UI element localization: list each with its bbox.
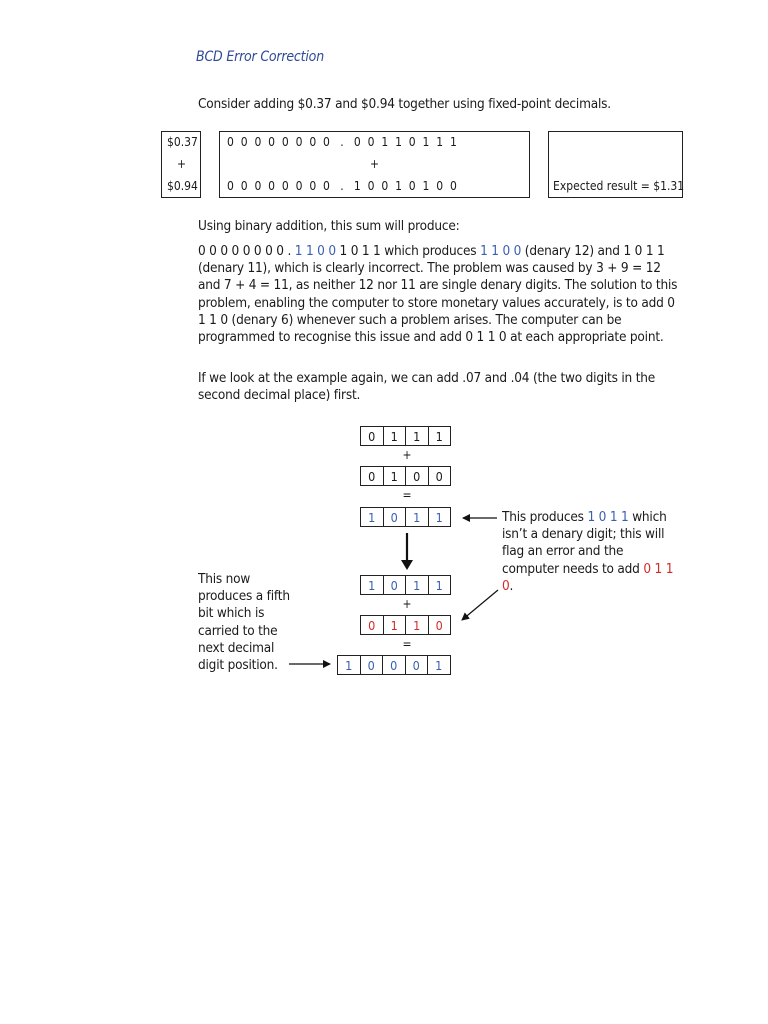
binary-row-1: 0 0 0 0 0 0 0 0 . 0 0 1 1 0 1 1 1: [227, 135, 457, 149]
bit-cell: 1: [405, 615, 429, 635]
bit-cell: 0: [428, 615, 452, 635]
binary-row-2: 0 0 0 0 0 0 0 0 . 1 0 0 1 0 1 0 0: [227, 179, 457, 193]
bit-cell: 1: [383, 466, 407, 486]
intro-text: Consider adding $0.37 and $0.94 together using fixed-point decimals.: [198, 96, 611, 112]
bit-cell: 0: [360, 615, 384, 635]
result-explanation: (denary 12) and 1 0 1 1 (denary 11), which is clearly incorrect. The problem was caused by 3 + 9 = 12 and 7 + 4 = 11, as neither 12 nor 11 are single denary digits. The solution to this problem, enabling the computer to store monetary values accurately, is to add 0 1 1 0 (denary 6) whenever such a problem arises. The computer can be programmed to recognise this issue and add 0 1 1 0 at each appropriate point.: [198, 243, 678, 346]
binary-plus: +: [370, 157, 380, 171]
amount-second: $0.94: [167, 179, 198, 193]
note-left: This now produces a fifth bit which is carried to the next decimal digit position.: [198, 571, 290, 674]
bits-blue-2: 1 1 0 0: [480, 243, 522, 259]
bit-cell: 1: [360, 575, 384, 595]
bits-rest: 1 0 1 1 which produces: [335, 243, 481, 259]
bits-prefix: 0 0 0 0 0 0 0 0 .: [198, 243, 295, 259]
bit-cell: 1: [360, 507, 384, 527]
note-right-blue: 1 0 1 1: [587, 509, 629, 525]
expected-result: Expected result = $1.31: [553, 179, 685, 193]
bit-cell: 0: [383, 575, 407, 595]
bit-cell: 0: [360, 426, 384, 446]
bit-cell: 0: [405, 466, 429, 486]
section-heading: BCD Error Correction: [196, 49, 324, 65]
equals-sign-2: =: [402, 637, 412, 651]
bit-cell: 1: [405, 426, 429, 446]
bit-cell: 1: [405, 575, 429, 595]
binary-intro-text: Using binary addition, this sum will produce:: [198, 218, 460, 234]
bit-cell: 0: [382, 655, 406, 675]
amount-first: $0.37: [167, 135, 198, 149]
bit-cell: 1: [383, 426, 407, 446]
bit-cell: 1: [405, 507, 429, 527]
amount-plus: +: [177, 157, 187, 171]
equals-sign-1: =: [402, 488, 412, 502]
note-right: [502, 509, 678, 595]
example-paragraph: If we look at the example again, we can add .07 and .04 (the two digits in the second decimal place) first.: [198, 370, 656, 404]
bit-cell: 0: [428, 466, 452, 486]
bit-cell: 1: [428, 575, 452, 595]
bit-cell: 0: [405, 655, 429, 675]
bit-cell: 0: [383, 507, 407, 527]
down-arrow-head: [401, 560, 413, 570]
note-right-red: 0 1 1 0: [502, 560, 674, 594]
note-right-part1: This produces: [502, 509, 588, 525]
plus-sign-2: +: [402, 597, 412, 611]
bit-cell: 0: [360, 466, 384, 486]
bit-cell: 1: [383, 615, 407, 635]
bit-cell: 1: [427, 655, 451, 675]
bit-cell: 1: [337, 655, 361, 675]
arrow-to-correction: [462, 590, 498, 620]
bit-cell: 0: [360, 655, 384, 675]
note-right-part2: which isn’t a denary digit; this will flag an error and the computer needs to add: [502, 509, 667, 577]
bit-cell: 1: [428, 507, 452, 527]
plus-sign-1: +: [402, 448, 412, 462]
note-right-part3: .: [509, 577, 514, 594]
bits-blue: 1 1 0 0: [294, 243, 336, 259]
bit-cell: 1: [428, 426, 452, 446]
